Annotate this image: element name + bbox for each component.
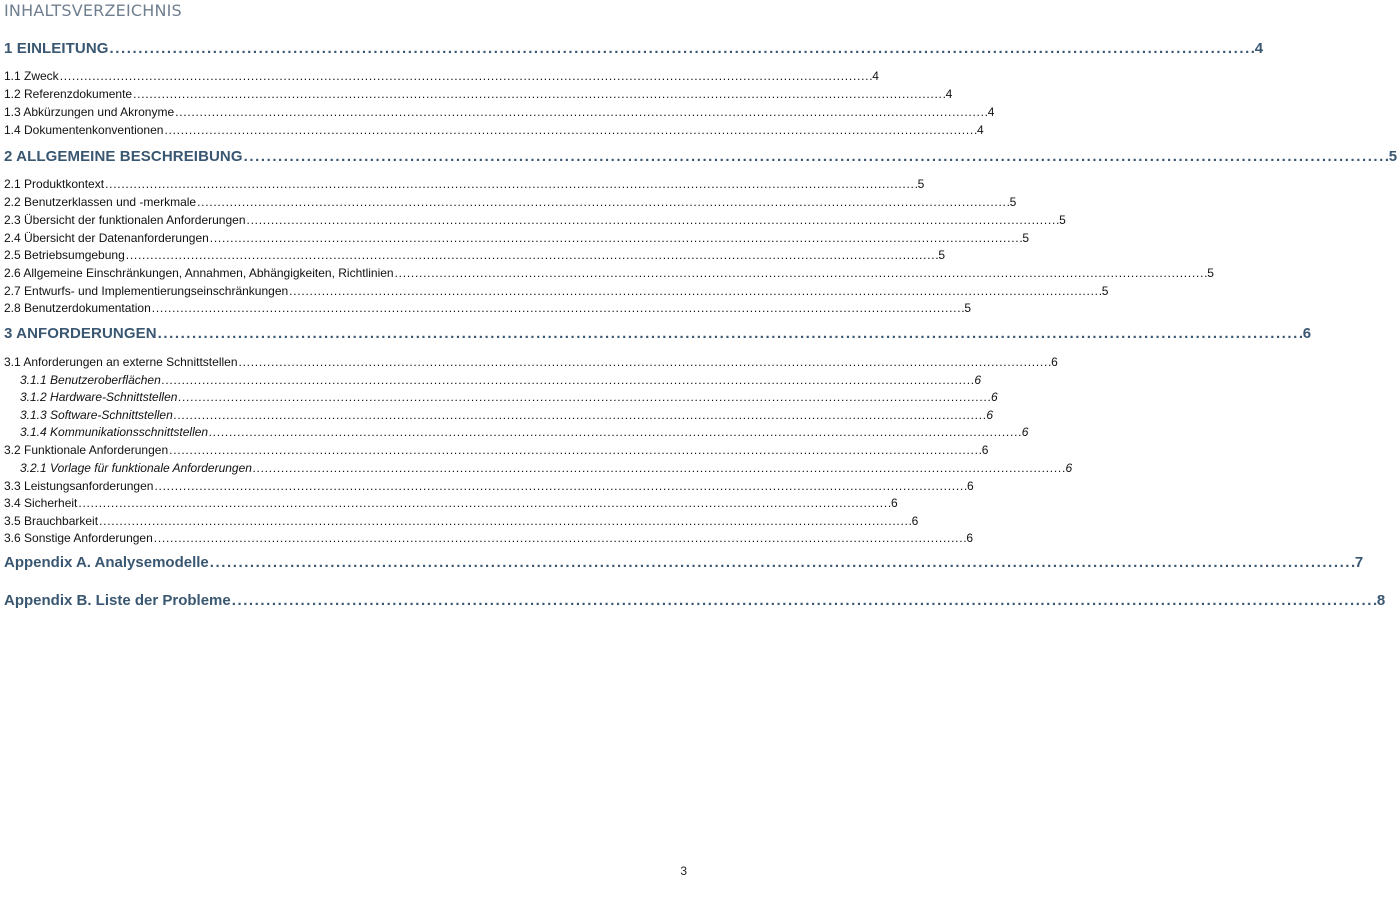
toc-page-number: 6 bbox=[1302, 325, 1312, 342]
toc-entry-label: 1.2 Referenzdokumente bbox=[4, 87, 133, 101]
toc-entry-entwurfseinschraenkungen[interactable] bbox=[4, 284, 1109, 298]
toc-entry-kommunikationsschnittstellen[interactable] bbox=[20, 425, 1029, 439]
toc-entry-leistungsanforderungen[interactable] bbox=[4, 479, 974, 493]
toc-entry-hardware-schnittstellen[interactable] bbox=[20, 390, 998, 404]
toc-leader bbox=[232, 592, 1376, 609]
toc-page-number: 4 bbox=[945, 87, 953, 101]
toc-leader bbox=[126, 248, 938, 262]
toc-entry-label: 2.8 Benutzerdokumentation bbox=[4, 301, 151, 315]
toc-entry-benutzerklassen[interactable] bbox=[4, 195, 1017, 209]
toc-page-number: 6 bbox=[991, 390, 998, 404]
toc-leader bbox=[154, 479, 966, 493]
toc-page-number: 6 bbox=[967, 479, 974, 493]
toc-entry-referenzdokumente[interactable] bbox=[4, 87, 953, 101]
toc-leader bbox=[169, 443, 981, 457]
toc-entry-betriebsumgebung[interactable] bbox=[4, 248, 946, 262]
toc-entry-appendix-b[interactable] bbox=[4, 592, 1386, 609]
toc-entry-dokumentenkonventionen[interactable] bbox=[4, 123, 984, 137]
toc-entry-zweck[interactable] bbox=[4, 69, 879, 83]
toc-leader bbox=[395, 266, 1207, 280]
toc-entry-funktionale-anforderungen[interactable] bbox=[4, 443, 989, 457]
toc-page-number: 5 bbox=[1022, 231, 1030, 245]
toc-entry-label: 3.1.2 Hardware-Schnittstellen bbox=[20, 390, 178, 404]
toc-entry-label: 3.2 Funktionale Anforderungen bbox=[4, 443, 169, 457]
toc-leader bbox=[152, 301, 964, 315]
toc-leader bbox=[60, 69, 872, 83]
toc-entry-label: 3.1.1 Benutzeroberflächen bbox=[20, 373, 161, 387]
toc-entry-label: 3.5 Brauchbarkeit bbox=[4, 514, 99, 528]
toc-leader bbox=[162, 373, 974, 387]
toc-leader bbox=[247, 213, 1059, 227]
toc-page-number: 6 bbox=[1021, 425, 1029, 439]
toc-entry-einschraenkungen[interactable] bbox=[4, 266, 1214, 280]
toc-entry-einleitung[interactable] bbox=[4, 40, 1264, 57]
toc-page-number: 5 bbox=[938, 248, 946, 262]
toc-page-number: 6 bbox=[966, 531, 974, 545]
toc-entry-label: 3.1.3 Software-Schnittstellen bbox=[20, 408, 173, 422]
toc-entry-label: 2.3 Übersicht der funktionalen Anforderungen bbox=[4, 213, 246, 227]
toc-entry-label: 2.2 Benutzerklassen und -merkmale bbox=[4, 195, 197, 209]
toc-entry-label: Appendix B. Liste der Probleme bbox=[4, 592, 231, 609]
toc-page-number: 8 bbox=[1376, 592, 1386, 609]
toc-page-number: 6 bbox=[1065, 461, 1073, 475]
toc-leader bbox=[164, 123, 976, 137]
toc-leader bbox=[197, 195, 1009, 209]
toc-entry-label: 2.5 Betriebsumgebung bbox=[4, 248, 125, 262]
toc-leader bbox=[158, 325, 1302, 342]
toc-entry-label: 3.2.1 Vorlage für funktionale Anforderungen bbox=[20, 461, 252, 475]
toc-page-number: 6 bbox=[890, 496, 898, 510]
toc-page-number: 4 bbox=[1254, 40, 1264, 57]
toc-page-number: 6 bbox=[911, 514, 919, 528]
toc-entry-label: 1 EINLEITUNG bbox=[4, 40, 109, 57]
toc-entry-anforderungen[interactable] bbox=[4, 325, 1312, 342]
toc-page-number: 5 bbox=[1059, 213, 1066, 227]
toc-entry-label: 3.4 Sicherheit bbox=[4, 496, 78, 510]
toc-entry-sonstige-anforderungen[interactable] bbox=[4, 531, 974, 545]
toc-page-number: 5 bbox=[1101, 284, 1109, 298]
toc-leader bbox=[110, 40, 1254, 57]
toc-leader bbox=[210, 231, 1022, 245]
toc-page-number: 6 bbox=[986, 408, 994, 422]
toc-leader bbox=[209, 425, 1021, 439]
toc-entry-appendix-a[interactable] bbox=[4, 554, 1364, 571]
toc-leader bbox=[133, 87, 945, 101]
toc-entry-allgemeine-beschreibung[interactable] bbox=[4, 148, 1397, 165]
toc-entry-label: 1.3 Abkürzungen und Akronyme bbox=[4, 105, 175, 119]
toc-leader bbox=[78, 496, 890, 510]
toc-entry-label: 3.6 Sonstige Anforderungen bbox=[4, 531, 153, 545]
toc-entry-label: 3 ANFORDERUNGEN bbox=[4, 325, 157, 342]
toc-entry-label: 3.3 Leistungsanforderungen bbox=[4, 479, 154, 493]
toc-leader bbox=[174, 408, 986, 422]
toc-entry-label: 2.7 Entwurfs- und Implementierungseinschränkungen bbox=[4, 284, 289, 298]
toc-leader bbox=[178, 390, 990, 404]
toc-leader bbox=[289, 284, 1101, 298]
toc-entry-label: 3.1 Anforderungen an externe Schnittstellen bbox=[4, 355, 238, 369]
toc-entry-label: 2 ALLGEMEINE BESCHREIBUNG bbox=[4, 148, 243, 165]
toc-entry-sicherheit[interactable] bbox=[4, 496, 898, 510]
toc-page-number: 5 bbox=[1388, 148, 1397, 165]
toc-entry-benutzerdokumentation[interactable] bbox=[4, 301, 972, 315]
toc-leader bbox=[244, 148, 1388, 165]
toc-leader bbox=[99, 514, 911, 528]
toc-entry-brauchbarkeit[interactable] bbox=[4, 514, 919, 528]
toc-title: INHALTSVERZEICHNIS bbox=[4, 1, 182, 20]
toc-entry-datenanforderungen[interactable] bbox=[4, 231, 1030, 245]
toc-leader bbox=[154, 531, 966, 545]
toc-page-number: 5 bbox=[1207, 266, 1214, 280]
toc-page-number: 5 bbox=[964, 301, 972, 315]
toc-leader bbox=[253, 461, 1065, 475]
toc-page-number: 6 bbox=[981, 443, 989, 457]
toc-leader bbox=[210, 554, 1354, 571]
toc-entry-label: 2.1 Produktkontext bbox=[4, 177, 105, 191]
toc-page-number: 6 bbox=[974, 373, 982, 387]
toc-entry-label: Appendix A. Analysemodelle bbox=[4, 554, 209, 571]
toc-entry-label: 1.4 Dokumentenkonventionen bbox=[4, 123, 164, 137]
toc-entry-label: 1.1 Zweck bbox=[4, 69, 59, 83]
toc-page-number: 4 bbox=[987, 105, 995, 119]
toc-entry-funktionale-uebersicht[interactable] bbox=[4, 213, 1066, 227]
toc-entry-vorlage-funktionale-anforderungen[interactable] bbox=[20, 461, 1073, 475]
toc-entry-abkuerzungen[interactable] bbox=[4, 105, 995, 119]
toc-leader bbox=[239, 355, 1051, 369]
toc-entry-label: 2.6 Allgemeine Einschränkungen, Annahmen, Abhängigkeiten, Richtlinien bbox=[4, 266, 394, 280]
toc-page-number: 4 bbox=[977, 123, 984, 137]
toc-entry-software-schnittstellen[interactable] bbox=[20, 408, 994, 422]
toc-leader bbox=[105, 177, 917, 191]
page-number: 3 bbox=[680, 864, 687, 878]
toc-entry-externe-schnittstellen[interactable] bbox=[4, 355, 1058, 369]
toc-page-number: 6 bbox=[1051, 355, 1058, 369]
toc-entry-benutzeroberflaechen[interactable] bbox=[20, 373, 982, 387]
toc-entry-label: 2.4 Übersicht der Datenanforderungen bbox=[4, 231, 209, 245]
toc-page-number: 4 bbox=[872, 69, 879, 83]
toc-entry-label: 3.1.4 Kommunikationsschnittstellen bbox=[20, 425, 209, 439]
toc-page-number: 7 bbox=[1354, 554, 1364, 571]
toc-entry-produktkontext[interactable] bbox=[4, 177, 925, 191]
toc-page-number: 5 bbox=[1009, 195, 1017, 209]
toc-page-number: 5 bbox=[917, 177, 925, 191]
toc-leader bbox=[175, 105, 987, 119]
